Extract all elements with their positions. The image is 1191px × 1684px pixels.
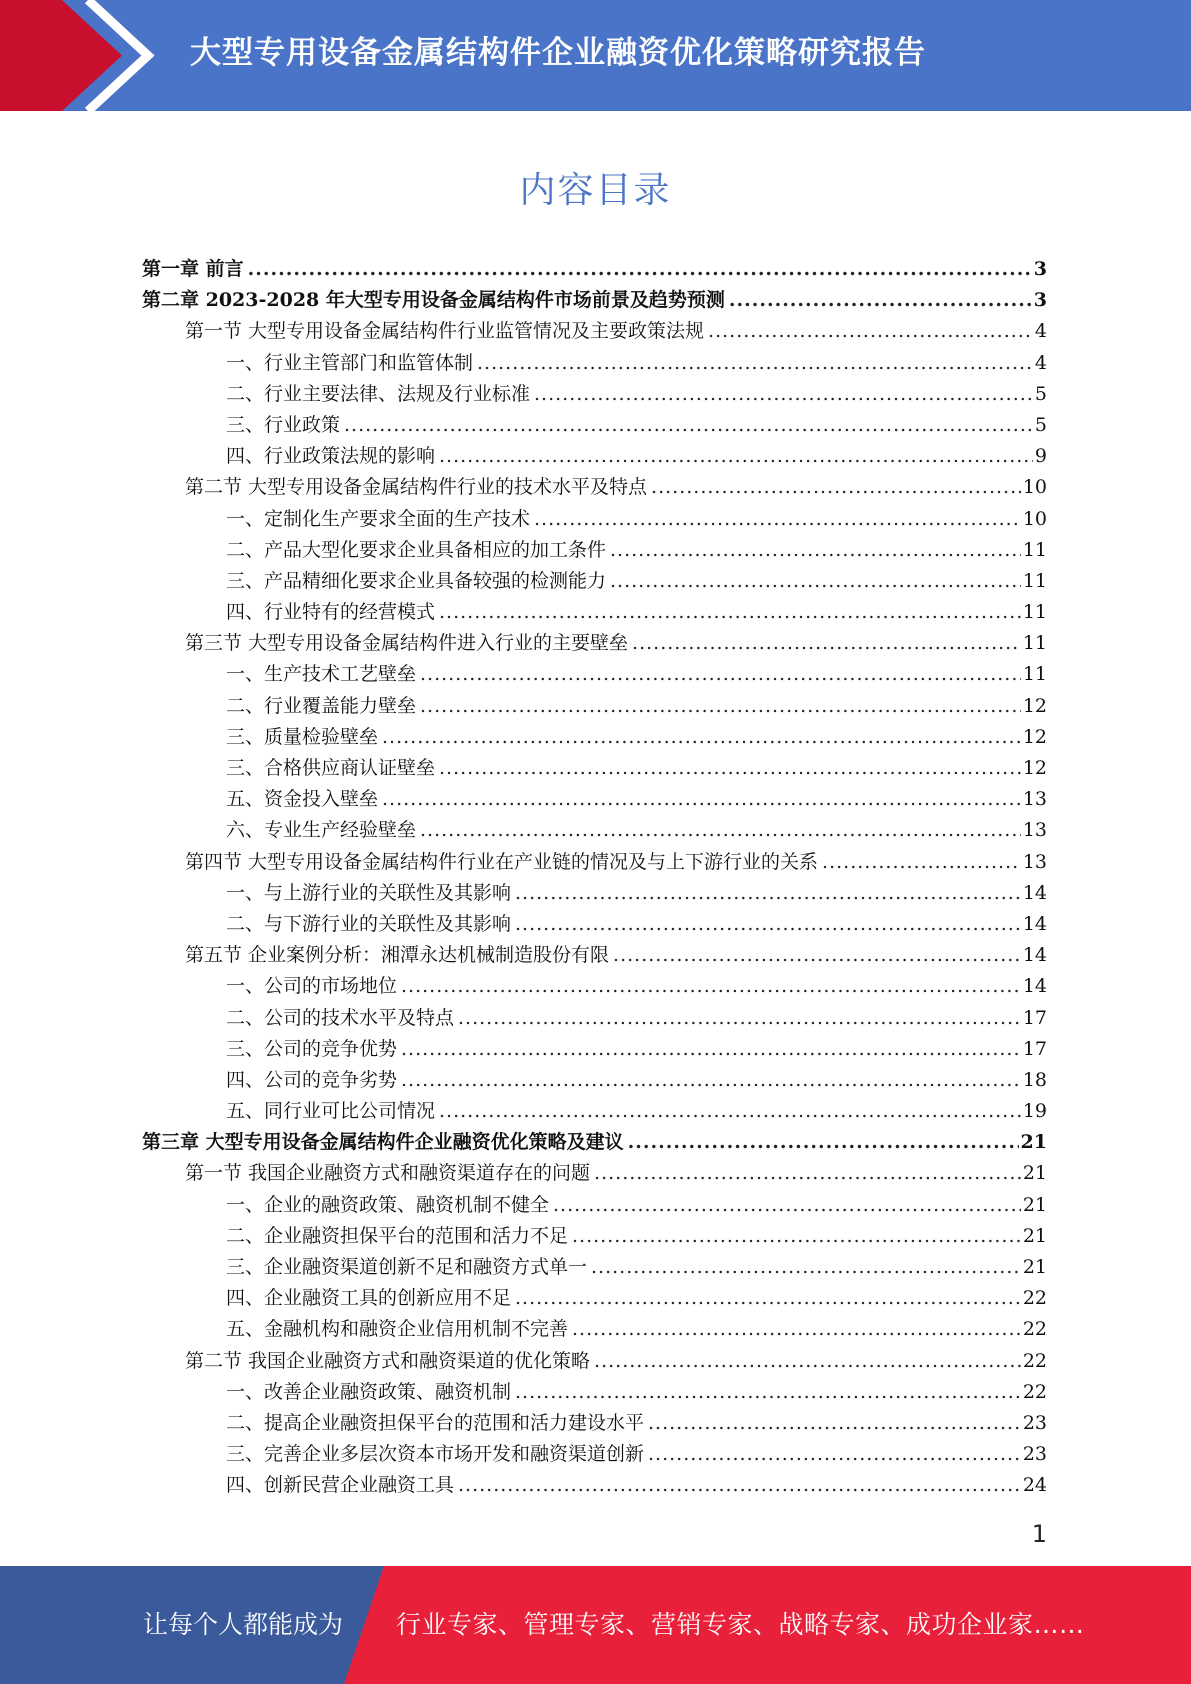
toc-entry-page: 5 [1034,413,1047,436]
toc-entry[interactable] [142,659,1047,690]
toc-entry[interactable] [142,878,1047,909]
toc-entry[interactable] [142,535,1047,566]
toc-entry-page: 22 [1022,1287,1047,1310]
toc-dot-leader [401,1038,1021,1060]
toc-entry-page: 11 [1022,663,1047,686]
toc-entry-title: 二、产品大型化要求企业具备相应的加工条件 [226,538,607,561]
toc-entry-title: 五、同行业可比公司情况 [226,1100,436,1123]
toc-entry[interactable] [142,1439,1047,1470]
toc-entry[interactable] [142,971,1047,1002]
toc-entry[interactable] [142,1003,1047,1034]
toc-entry[interactable] [142,1065,1047,1096]
toc-entry[interactable] [142,441,1047,472]
toc-dot-leader [248,258,1032,280]
toc-entry-page: 23 [1022,1443,1047,1466]
toc-dot-leader [648,1443,1021,1465]
toc-entry-title: 三、公司的竞争优势 [226,1037,398,1060]
toc-entry[interactable] [142,1283,1047,1314]
toc-dot-leader [515,1287,1021,1309]
toc-dot-leader [515,913,1021,935]
toc-entry[interactable] [142,285,1047,316]
toc-dot-leader [439,445,1033,467]
toc-entry-page: 13 [1022,788,1047,811]
toc-dot-leader [534,508,1021,530]
toc-entry[interactable] [142,1190,1047,1221]
toc-entry-page: 5 [1034,382,1047,405]
toc-entry-title: 一、行业主管部门和监管体制 [226,351,474,374]
toc-entry-title: 一、与上游行业的关联性及其影响 [226,881,512,904]
toc-entry-page: 21 [1022,1256,1047,1278]
toc-entry[interactable] [142,1034,1047,1065]
toc-entry[interactable] [142,628,1047,659]
toc-entry-page: 19 [1022,1100,1047,1123]
toc-dot-leader [382,726,1021,748]
toc-entry-title: 一、企业的融资政策、融资机制不健全 [226,1193,550,1216]
toc-dot-leader [610,539,1021,561]
toc-entry-title: 二、行业主要法律、法规及行业标准 [226,382,531,405]
table-of-contents [142,254,1047,1502]
toc-heading: 内容目录 [519,170,672,211]
toc-dot-leader [439,601,1021,623]
toc-entry[interactable] [142,1096,1047,1127]
toc-entry-title: 第一节 我国企业融资方式和融资渠道存在的问题 [185,1162,591,1185]
toc-dot-leader [439,1100,1021,1122]
toc-entry[interactable] [142,1252,1047,1283]
footer-banner [0,1566,1191,1684]
toc-entry[interactable] [142,691,1047,722]
toc-entry-page: 3 [1033,258,1047,280]
toc-entry-title: 第五节 企业案例分析：湘潭永达机械制造股份有限 [185,944,610,967]
toc-entry-title: 三、行业政策 [226,413,341,436]
toc-entry[interactable] [142,379,1047,410]
toc-entry-page: 4 [1034,320,1047,343]
toc-entry-title: 第三节 大型专用设备金属结构件进入行业的主要壁垒 [185,632,629,655]
toc-entry-page: 11 [1022,632,1047,655]
toc-entry-page: 21 [1022,1162,1047,1185]
toc-entry-page: 4 [1034,351,1047,374]
toc-entry-page: 3 [1033,289,1047,312]
toc-entry-page: 10 [1022,507,1047,530]
toc-entry-title: 五、资金投入壁垒 [226,788,379,811]
toc-dot-leader [420,819,1021,841]
toc-entry-title: 第四节 大型专用设备金属结构件行业在产业链的情况及与上下游行业的关系 [185,850,819,873]
toc-entry-title: 第一节 大型专用设备金属结构件行业监管情况及主要政策法规 [185,320,705,343]
toc-entry-page: 21 [1022,1224,1047,1247]
toc-dot-leader [610,570,1021,592]
toc-entry[interactable] [142,472,1047,503]
toc-entry-title: 一、定制化生产要求全面的生产技术 [226,507,531,530]
toc-entry-title: 第三章 大型专用设备金属结构件企业融资优化策略及建议 [142,1131,624,1154]
toc-entry-page: 17 [1022,1006,1047,1029]
toc-entry-title: 二、与下游行业的关联性及其影响 [226,912,512,935]
toc-entry-title: 二、公司的技术水平及特点 [226,1006,455,1029]
toc-dot-leader [591,1256,1021,1278]
toc-entry-page: 22 [1022,1349,1047,1372]
toc-dot-leader [648,1412,1021,1434]
toc-entry-page: 12 [1022,694,1047,717]
toc-entry[interactable] [142,909,1047,940]
toc-entry-page: 11 [1022,569,1047,592]
toc-dot-leader [401,1069,1021,1091]
toc-entry-page: 14 [1022,975,1047,998]
toc-dot-leader [344,414,1033,436]
toc-entry-page: 24 [1022,1474,1047,1497]
toc-dot-leader [632,632,1021,654]
toc-entry-title: 第二章 2023-2028 年大型专用设备金属结构件市场前景及趋势预测 [142,289,725,312]
toc-dot-leader [458,1474,1021,1496]
toc-entry-page: 14 [1022,944,1047,967]
toc-entry-page: 11 [1022,601,1047,624]
toc-dot-leader [439,757,1021,779]
toc-entry-title: 第二节 我国企业融资方式和融资渠道的优化策略 [185,1349,591,1372]
toc-entry-page: 11 [1022,538,1047,561]
toc-entry[interactable] [142,348,1047,379]
toc-entry[interactable] [142,1127,1047,1158]
toc-entry-page: 14 [1022,912,1047,935]
toc-entry-title: 一、生产技术工艺壁垒 [226,663,417,686]
toc-dot-leader [401,975,1021,997]
toc-entry[interactable] [142,1221,1047,1252]
toc-dot-leader [822,851,1021,873]
toc-dot-leader [534,383,1033,405]
toc-entry[interactable] [142,410,1047,441]
toc-entry-page: 13 [1022,850,1047,873]
toc-entry-title: 二、企业融资担保平台的范围和活力不足 [226,1224,569,1247]
toc-entry-title: 三、合格供应商认证壁垒 [226,757,436,779]
toc-entry[interactable] [142,597,1047,628]
toc-entry-page: 22 [1022,1380,1047,1403]
toc-entry-page: 12 [1022,757,1047,779]
toc-entry-title: 二、行业覆盖能力壁垒 [226,694,417,717]
toc-entry[interactable] [142,254,1047,285]
toc-entry-title: 三、质量检验壁垒 [226,725,379,748]
toc-dot-leader [458,1007,1021,1029]
toc-entry-page: 22 [1022,1318,1047,1341]
toc-entry-title: 四、行业特有的经营模式 [226,601,436,624]
chevron-arrow-icon [0,0,160,111]
toc-entry[interactable] [142,1377,1047,1408]
toc-entry[interactable] [142,815,1047,846]
toc-entry-title: 第一章 前言 [142,258,244,280]
toc-dot-leader [594,1350,1021,1372]
toc-entry-title: 五、金融机构和融资企业信用机制不完善 [226,1318,569,1341]
toc-entry-page: 21 [1020,1131,1047,1154]
toc-entry[interactable] [142,566,1047,597]
toc-entry[interactable] [142,940,1047,971]
toc-entry-page: 12 [1022,725,1047,748]
toc-entry[interactable] [142,1408,1047,1439]
toc-dot-leader [553,1194,1021,1216]
footer-slogan-right: 行业专家、管理专家、营销专家、战略专家、成功企业家…… [396,1610,1085,1639]
toc-entry[interactable] [142,504,1047,535]
toc-entry-title: 六、专业生产经验壁垒 [226,819,417,842]
toc-dot-leader [477,352,1033,374]
footer-slogan-left: 让每个人都能成为 [143,1610,344,1639]
toc-entry-title: 第二节 大型专用设备金属结构件行业的技术水平及特点 [185,476,648,499]
toc-dot-leader [572,1225,1021,1247]
toc-dot-leader [515,1381,1021,1403]
toc-entry[interactable] [142,784,1047,815]
toc-entry-title: 四、行业政策法规的影响 [226,445,436,468]
toc-entry-title: 四、企业融资工具的创新应用不足 [226,1287,512,1310]
toc-entry[interactable] [142,753,1047,784]
toc-entry-title: 一、改善企业融资政策、融资机制 [226,1380,512,1403]
toc-dot-leader [708,320,1033,342]
toc-dot-leader [651,476,1021,498]
toc-entry[interactable] [142,847,1047,878]
toc-entry[interactable] [142,722,1047,753]
report-title: 大型专用设备金属结构件企业融资优化策略研究报告 [190,35,926,71]
toc-entry-page: 14 [1022,881,1047,904]
toc-entry[interactable] [142,1470,1047,1501]
toc-entry-title: 四、公司的竞争劣势 [226,1068,398,1091]
toc-dot-leader [515,882,1021,904]
toc-dot-leader [628,1131,1019,1153]
toc-entry-title: 四、创新民营企业融资工具 [226,1474,455,1497]
toc-entry-title: 一、公司的市场地位 [226,975,398,998]
toc-dot-leader [594,1162,1021,1184]
toc-entry[interactable] [142,1346,1047,1377]
toc-dot-leader [420,695,1021,717]
toc-dot-leader [382,788,1021,810]
toc-entry-title: 三、完善企业多层次资本市场开发和融资渠道创新 [226,1443,645,1466]
toc-entry-page: 17 [1022,1037,1047,1060]
toc-entry-page: 23 [1022,1411,1047,1434]
toc-entry[interactable] [142,1158,1047,1189]
toc-entry-page: 18 [1022,1068,1047,1091]
toc-entry-page: 21 [1022,1193,1047,1216]
toc-entry-page: 13 [1022,819,1047,842]
toc-entry[interactable] [142,316,1047,347]
toc-entry-title: 三、产品精细化要求企业具备较强的检测能力 [226,569,607,592]
toc-entry[interactable] [142,1314,1047,1345]
toc-entry-title: 二、提高企业融资担保平台的范围和活力建设水平 [226,1411,645,1434]
toc-entry-title: 三、企业融资渠道创新不足和融资方式单一 [226,1256,588,1278]
page-number: 1 [1031,1520,1047,1548]
toc-entry-page: 10 [1022,476,1047,499]
toc-entry-page: 9 [1034,445,1047,468]
toc-dot-leader [613,944,1021,966]
toc-dot-leader [729,289,1032,311]
toc-dot-leader [572,1318,1021,1340]
toc-dot-leader [420,663,1021,685]
header-banner [0,0,1191,111]
